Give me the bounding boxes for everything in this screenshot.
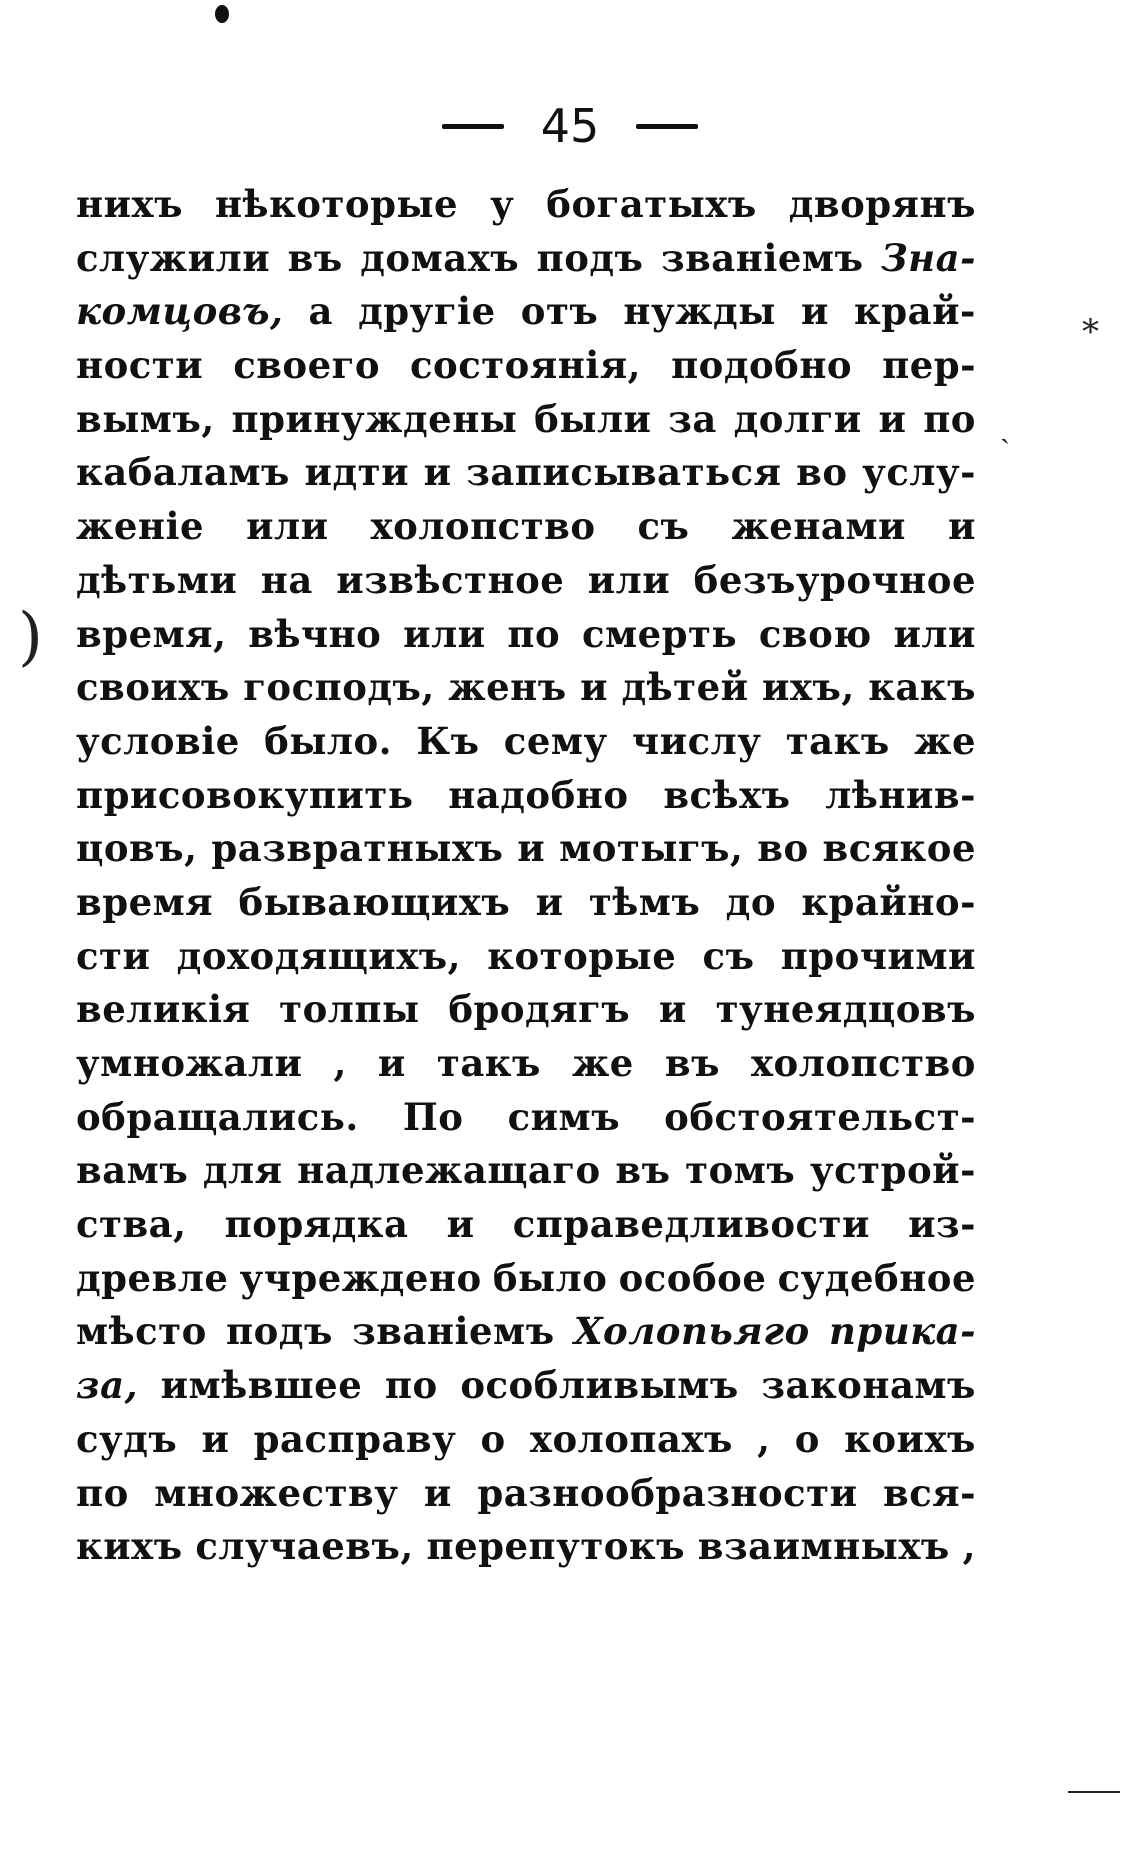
word: всякое — [822, 826, 976, 871]
text-line — [76, 232, 976, 286]
word: женъ — [448, 665, 567, 710]
text-line — [76, 1091, 976, 1145]
word: нихъ — [76, 182, 183, 226]
word: порядка — [224, 1202, 409, 1247]
word: идти — [304, 450, 410, 495]
word: нѣкоторые — [214, 182, 459, 226]
word: случаевъ, — [195, 1524, 414, 1569]
word: и — [535, 879, 564, 924]
word: же — [914, 718, 976, 763]
margin-mark-star: * — [1082, 312, 1099, 352]
word: и — [878, 396, 907, 441]
word: на — [260, 557, 313, 602]
word: тѣмъ — [588, 879, 701, 924]
word: по — [923, 396, 976, 441]
word: домахъ — [360, 235, 520, 280]
word: смерть — [581, 611, 738, 656]
word: комцовъ, — [76, 289, 284, 334]
text-line — [76, 1252, 976, 1306]
word: женами — [731, 504, 906, 549]
word: у — [490, 182, 515, 226]
page-number: 45 — [540, 99, 600, 153]
word: и — [423, 450, 452, 495]
text-line — [76, 446, 976, 500]
word: сти — [76, 933, 151, 978]
text-line — [76, 930, 976, 984]
page-header — [0, 92, 1140, 156]
word: въ — [615, 1148, 671, 1193]
word: до — [725, 879, 776, 924]
word: или — [403, 611, 486, 656]
word: и — [800, 289, 829, 334]
word: и — [517, 826, 546, 871]
word: томъ — [685, 1148, 796, 1193]
word: званіемъ — [352, 1309, 555, 1354]
word: ности — [76, 343, 204, 388]
word: состоянія, — [410, 343, 642, 388]
word: развратныхъ — [211, 826, 504, 871]
word: другіе — [358, 289, 496, 334]
word: подъ — [226, 1309, 333, 1354]
word: множеству — [154, 1470, 399, 1515]
word: въ — [664, 1041, 720, 1085]
word: и — [658, 987, 687, 1032]
word: край- — [854, 289, 976, 334]
word: числу — [632, 718, 762, 763]
text-line — [76, 1144, 976, 1198]
word: время, — [76, 611, 227, 656]
word: же — [571, 1041, 634, 1085]
word: устрой- — [809, 1148, 976, 1193]
word: о — [480, 1416, 506, 1461]
text-line — [76, 500, 976, 554]
text-line — [76, 822, 976, 876]
word: подобно — [671, 343, 853, 388]
word: великія — [76, 987, 251, 1032]
word: особое — [618, 1255, 767, 1300]
word: и — [201, 1416, 230, 1461]
word: , — [962, 1524, 976, 1569]
text-line — [76, 178, 976, 232]
word: во — [796, 450, 848, 495]
word: и — [947, 504, 976, 549]
word: своихъ — [76, 665, 230, 710]
word: лѣнив- — [825, 772, 976, 817]
word: присовокупить — [76, 772, 414, 817]
word: Холопьяго — [573, 1309, 810, 1354]
text-line — [76, 1198, 976, 1252]
word: надлежащаго — [297, 1148, 601, 1193]
word: надобно — [448, 772, 629, 817]
word: пер- — [882, 343, 976, 388]
text-line — [76, 715, 976, 769]
word: дѣтьми — [76, 557, 238, 602]
text-line — [76, 393, 976, 447]
text-line — [76, 285, 976, 339]
word: имѣвшее — [160, 1363, 363, 1408]
text-line — [76, 661, 976, 715]
text-line — [76, 769, 976, 823]
word: бывающихъ — [238, 879, 511, 924]
word: дѣтей — [621, 665, 749, 710]
bottom-rule — [1068, 1791, 1120, 1793]
word: расправу — [253, 1416, 457, 1461]
word: долги — [733, 396, 862, 441]
word: съ — [637, 504, 690, 549]
word: которые — [487, 933, 677, 978]
word: цовъ, — [76, 826, 198, 871]
word: услу- — [862, 450, 976, 495]
text-line — [76, 608, 976, 662]
word: справедливости — [512, 1202, 870, 1247]
word: холопство — [370, 504, 596, 549]
text-line — [76, 1467, 976, 1521]
text-line — [76, 1413, 976, 1467]
word: симъ — [507, 1094, 621, 1139]
text-line — [76, 1520, 976, 1574]
word: для — [202, 1148, 283, 1193]
word: обращались. — [76, 1094, 359, 1139]
text-line — [76, 1305, 976, 1359]
word: званіемъ — [660, 235, 864, 280]
word: во — [757, 826, 809, 871]
word: нужды — [623, 289, 776, 334]
word: кабаламъ — [76, 450, 290, 495]
word: или — [893, 611, 976, 656]
word: подъ — [536, 235, 644, 280]
word: своего — [233, 343, 380, 388]
word: учреждено — [239, 1255, 482, 1300]
word: и — [423, 1470, 452, 1515]
word: По — [402, 1094, 464, 1139]
word: ихъ, — [762, 665, 855, 710]
word: такъ — [436, 1041, 541, 1085]
margin-mark-tick: ˎ — [1000, 410, 1010, 445]
word: время — [76, 879, 214, 924]
header-ornament-right — [636, 124, 698, 129]
word: , — [757, 1416, 771, 1461]
word: было — [492, 1255, 608, 1300]
body-text — [76, 178, 976, 1574]
word: Зна- — [880, 235, 976, 280]
word: коихъ — [844, 1416, 976, 1461]
word: толпы — [279, 987, 420, 1032]
word: отъ — [520, 289, 599, 334]
word: перепутокъ — [426, 1524, 686, 1569]
word: взаимныхъ — [697, 1524, 950, 1569]
text-line — [76, 1037, 976, 1091]
word: мотыгъ, — [559, 826, 744, 871]
word: Къ — [416, 718, 480, 763]
word: по — [507, 611, 561, 656]
word: судебное — [777, 1255, 976, 1300]
word: или — [587, 557, 671, 602]
word: а — [308, 289, 333, 334]
word: господъ, — [243, 665, 435, 710]
word: , — [333, 1041, 347, 1085]
word: и — [446, 1202, 475, 1247]
word: вся- — [883, 1470, 976, 1515]
word: женіе — [76, 504, 205, 549]
word: богатыхъ — [546, 182, 757, 226]
word: записываться — [466, 450, 782, 495]
word: кихъ — [76, 1524, 183, 1569]
text-line — [76, 1359, 976, 1413]
word: разнообразности — [477, 1470, 858, 1515]
header-ornament-left — [442, 124, 504, 129]
word: условіе — [76, 718, 240, 763]
word: безъурочное — [693, 557, 976, 602]
word: мѣсто — [76, 1309, 207, 1354]
word: такъ — [785, 718, 890, 763]
word: доходящихъ, — [176, 933, 462, 978]
word: было. — [264, 718, 393, 763]
word: свою — [758, 611, 872, 656]
ink-dot — [215, 5, 229, 23]
word: за, — [76, 1363, 138, 1408]
word: ства, — [76, 1202, 187, 1247]
word: прочими — [780, 933, 976, 978]
text-line — [76, 554, 976, 608]
word: принуждены — [231, 396, 518, 441]
word: съ — [702, 933, 755, 978]
word: бродягъ — [448, 987, 631, 1032]
text-line — [76, 983, 976, 1037]
word: вѣчно — [248, 611, 382, 656]
word: умножали — [76, 1041, 303, 1085]
word: древле — [76, 1255, 229, 1300]
word: всѣхъ — [663, 772, 791, 817]
word: о — [794, 1416, 820, 1461]
word: служили — [76, 235, 271, 280]
margin-mark-bracket: ) — [18, 600, 43, 674]
word: тунеядцовъ — [715, 987, 976, 1032]
word: вымъ, — [76, 396, 215, 441]
word: и — [580, 665, 609, 710]
word: за — [668, 396, 717, 441]
word: холопахъ — [529, 1416, 733, 1461]
word: дворянъ — [788, 182, 976, 226]
word: и — [377, 1041, 406, 1085]
word: обстоятельст- — [664, 1094, 976, 1139]
word: или — [246, 504, 329, 549]
word: холопство — [751, 1041, 976, 1085]
word: законамъ — [761, 1363, 976, 1408]
word: прика- — [828, 1309, 976, 1354]
text-line — [76, 876, 976, 930]
word: по — [76, 1470, 129, 1515]
word: судъ — [76, 1416, 178, 1461]
word: сему — [503, 718, 608, 763]
word: какъ — [868, 665, 976, 710]
text-line — [76, 339, 976, 393]
word: вамъ — [76, 1148, 189, 1193]
word: были — [534, 396, 652, 441]
word: особливымъ — [460, 1363, 739, 1408]
word: крайно- — [801, 879, 976, 924]
word: из- — [908, 1202, 976, 1247]
word: въ — [287, 235, 343, 280]
word: по — [384, 1363, 438, 1408]
word: извѣстное — [336, 557, 565, 602]
